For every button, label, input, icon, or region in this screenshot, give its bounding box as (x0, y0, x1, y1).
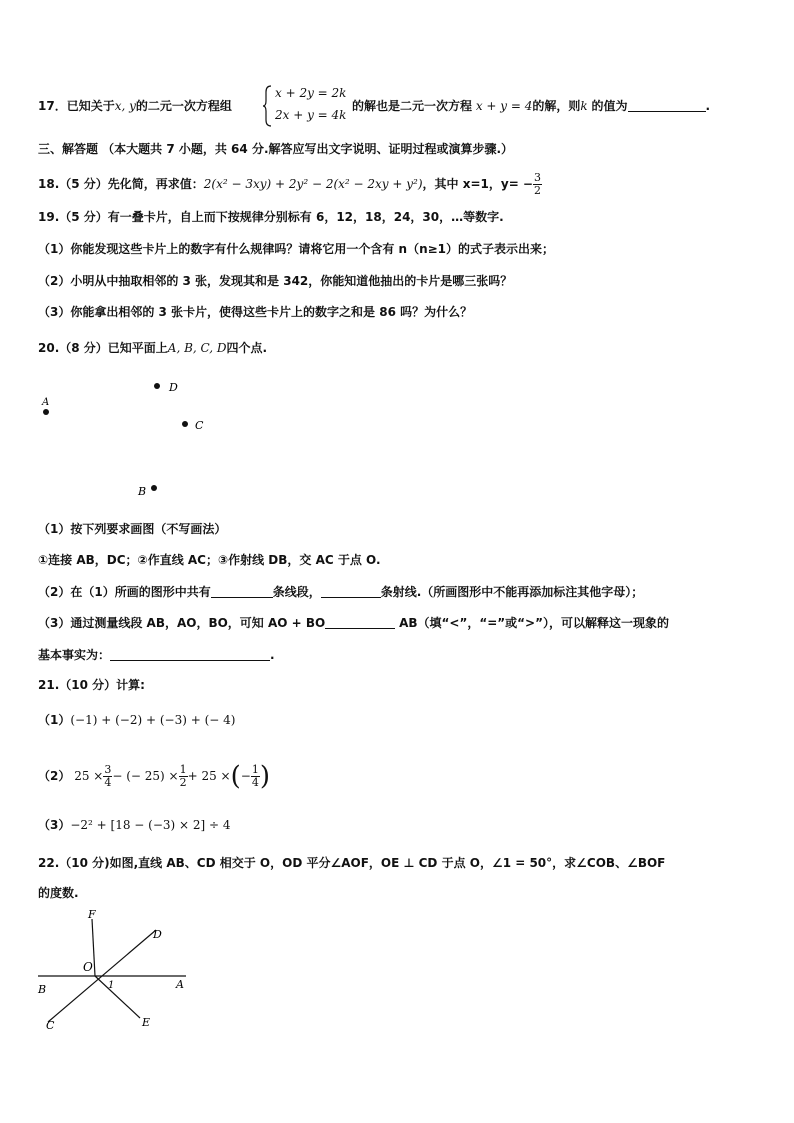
q21-label-2: （2） (38, 769, 71, 783)
q18-mid: ，其中 x=1，y= − (422, 177, 533, 191)
q21-expr-2-a: 25 × (74, 769, 104, 783)
q17-mid2: 的解也是二元一次方程 (352, 99, 473, 113)
label-c: C (195, 419, 204, 432)
q19-part-3: （3）你能拿出相邻的 3 张卡片，使得这些卡片上的数字之和是 86 吗？为什么？ (38, 305, 473, 319)
q20-part-2 (38, 584, 643, 600)
ray-oe (95, 976, 140, 1018)
q20-stem-end: 四个点. (226, 341, 268, 355)
q21-expr-3-line (38, 817, 231, 833)
q20-stem-line (38, 340, 267, 356)
q20-points: A, B, C, D (167, 341, 227, 355)
label-f: F (88, 908, 96, 921)
q22-stem-2: 的度数. (38, 886, 79, 900)
point-c (182, 421, 188, 427)
label-e: E (142, 1016, 151, 1029)
q20-part-3-end: . (270, 648, 275, 662)
label-o: O (83, 960, 93, 974)
label-a: A (42, 397, 50, 408)
q21-frac-2: $\frac{1}{2}$ (179, 763, 187, 789)
label-a: A (176, 978, 184, 991)
q21-label-1: （1） (38, 713, 71, 727)
point-b (151, 485, 157, 491)
q20-points-figure (30, 372, 230, 504)
q17-end: . (705, 99, 711, 113)
q20-part-3-b: AB（填“<”，“=”或“>”），可以解释这一现象的 (399, 616, 669, 630)
label-b: B (138, 485, 147, 498)
label-angle-1: 1 (108, 980, 115, 991)
q22-figure (32, 905, 202, 1035)
q22-stem: 22.（10 分)如图,直线 AB、CD 相交于 O，OD 平分∠AOF，OE ⊥ CD 于点 O，∠1 = 50°，求∠COB、∠BOF (38, 856, 666, 870)
section-3-heading: 三、解答题 （本大题共 7 小题，共 64 分.解答应写出文字说明、证明过程或演算步骤.） (38, 142, 514, 156)
q17-line-tail (352, 98, 710, 114)
q21-expr-2-line: （2） 25 × $\frac{3}{4}$ − (− 25) × $\frac{1}{2}$ + 25 ×(− $\frac{1}{4}$ ) (38, 761, 270, 792)
q20-segments-blank[interactable] (211, 585, 273, 598)
q19-part-2: （2）小明从中抽取相邻的 3 张，发现其和是 342，你能知道他抽出的卡片是哪三张吗？ (38, 274, 513, 288)
q20-part-3 (38, 615, 669, 631)
q18-expr: 2(x² − 3xy) + 2y² − 2(x² − 2xy + y²) (203, 177, 423, 191)
q18-line (38, 172, 542, 197)
q21-stem: 21.（10 分）计算: (38, 678, 145, 692)
q20-part-2-a: （2）在（1）所画的图形中共有 (38, 585, 211, 599)
q19-stem: 19.（5 分）有一叠卡片，自上而下按规律分别标有 6，12，18，24，30，…等数字. (38, 210, 504, 224)
q19-part-1: （1）你能发现这些卡片上的数字有什么规律吗？请将它用一个含有 n（n≥1）的式子表示出来； (38, 242, 555, 256)
q17-prefix: 17．已知关于 (38, 99, 115, 113)
q17-mid: 的二元一次方程组 (135, 99, 232, 113)
q17-eq2: 2x + y = 4k (275, 108, 347, 122)
point-a (43, 409, 49, 415)
q20-part-1: （1）按下列要求画图（不写画法） (38, 522, 227, 536)
q20-part-2-b: 条线段， (272, 585, 321, 599)
label-d: D (153, 928, 162, 941)
q20-rays-blank[interactable] (321, 585, 381, 598)
q17-equation-system (263, 84, 353, 128)
q17-suffix: 的值为 (591, 99, 628, 113)
q20-part-3-line-2 (38, 647, 275, 663)
q17-eq3: x + y = 4 (475, 99, 533, 113)
q17-eq1: x + 2y = 2k (275, 86, 347, 100)
q17-line (38, 98, 232, 114)
q20-part-1-items: ①连接 AB，DC；②作直线 AC；③作射线 DB，交 AC 于点 O. (38, 553, 381, 567)
q21-expr-1-line (38, 712, 235, 728)
q20-part-2-c: 条射线.（所画图形中不能再添加标注其他字母）； (380, 585, 644, 599)
q20-part-3-a: （3）通过测量线段 AB，AO，BO，可知 AO + BO (38, 616, 326, 630)
label-d: D (169, 381, 178, 394)
q21-expr-3: −2² + [18 − (−3) × 2] ÷ 4 (70, 818, 231, 832)
q17-mid3: 的解，则 (532, 99, 581, 113)
brace-icon (263, 84, 273, 128)
q21-expr-1: (−1) + (−2) + (−3) + (− 4) (70, 713, 236, 727)
q18-fraction: $\frac{3}{2}$ (533, 171, 541, 197)
point-d (154, 383, 160, 389)
q21-frac-1: $\frac{3}{4}$ (104, 763, 112, 789)
q20-stem: 20.（8 分）已知平面上 (38, 341, 168, 355)
q21-frac-3: $\frac{1}{4}$ (251, 763, 259, 789)
q17-k: k (580, 99, 588, 113)
q21-expr-2-b: − (− 25) × (112, 769, 179, 783)
q17-vars: x, y (114, 99, 136, 113)
q18-prefix: 18.（5 分）先化简，再求值： (38, 177, 204, 191)
label-c: C (46, 1019, 55, 1032)
q20-part-3-c: 基本事实为： (38, 648, 111, 662)
q21-expr-2-c: + 25 × (187, 769, 231, 783)
q17-answer-blank[interactable] (628, 99, 706, 112)
q20-fact-blank[interactable] (110, 648, 270, 661)
q20-compare-blank[interactable] (325, 616, 395, 629)
label-b: B (38, 983, 47, 996)
q21-label-3: （3） (38, 818, 71, 832)
